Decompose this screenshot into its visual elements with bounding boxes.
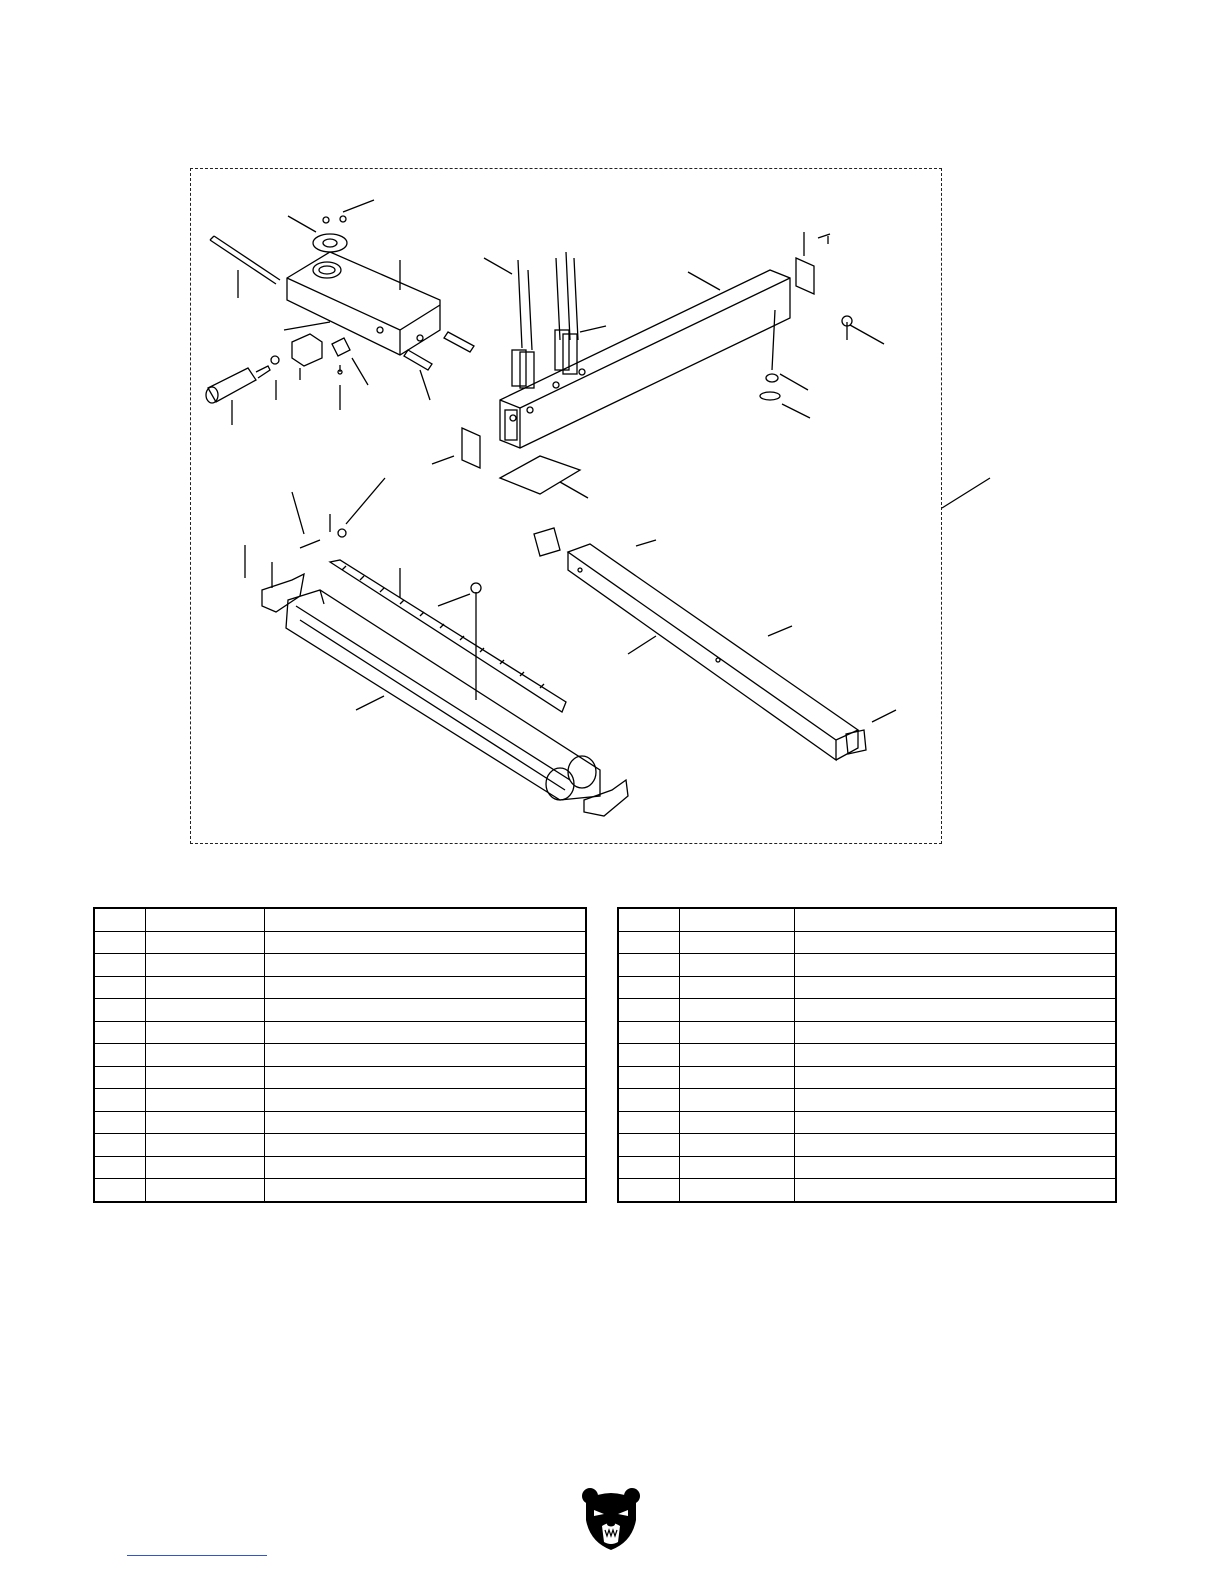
table-row [618, 1044, 1116, 1067]
table-row [94, 999, 586, 1022]
rail-tube-assembly [432, 232, 990, 508]
table-row [94, 1179, 586, 1202]
bear-head-logo [580, 1486, 642, 1552]
footer-link-underline[interactable] [127, 1555, 267, 1556]
square-tube-assembly [534, 528, 896, 760]
parts-list-table-left [93, 907, 587, 1203]
table-row [94, 954, 586, 977]
table-row [618, 1111, 1116, 1134]
table-row [618, 931, 1116, 954]
table-row [94, 1111, 586, 1134]
table-row [94, 976, 586, 999]
table-row [94, 1066, 586, 1089]
table-row [618, 1134, 1116, 1157]
table-row [618, 976, 1116, 999]
table-row [618, 954, 1116, 977]
table-row [618, 1179, 1116, 1202]
table-row [94, 1089, 586, 1112]
table-row [618, 1021, 1116, 1044]
table-row [94, 1156, 586, 1179]
table-row [618, 1066, 1116, 1089]
fence-extrusion-assembly [245, 478, 792, 816]
fence-head-assembly [206, 200, 474, 425]
table-row [618, 1089, 1116, 1112]
table-row [94, 1021, 586, 1044]
table-row [94, 1044, 586, 1067]
table-header-row [94, 908, 586, 931]
table-row [94, 931, 586, 954]
parts-list-table-right [617, 907, 1117, 1203]
table-header-row [618, 908, 1116, 931]
table-row [618, 999, 1116, 1022]
table-row [94, 1134, 586, 1157]
table-row [618, 1156, 1116, 1179]
